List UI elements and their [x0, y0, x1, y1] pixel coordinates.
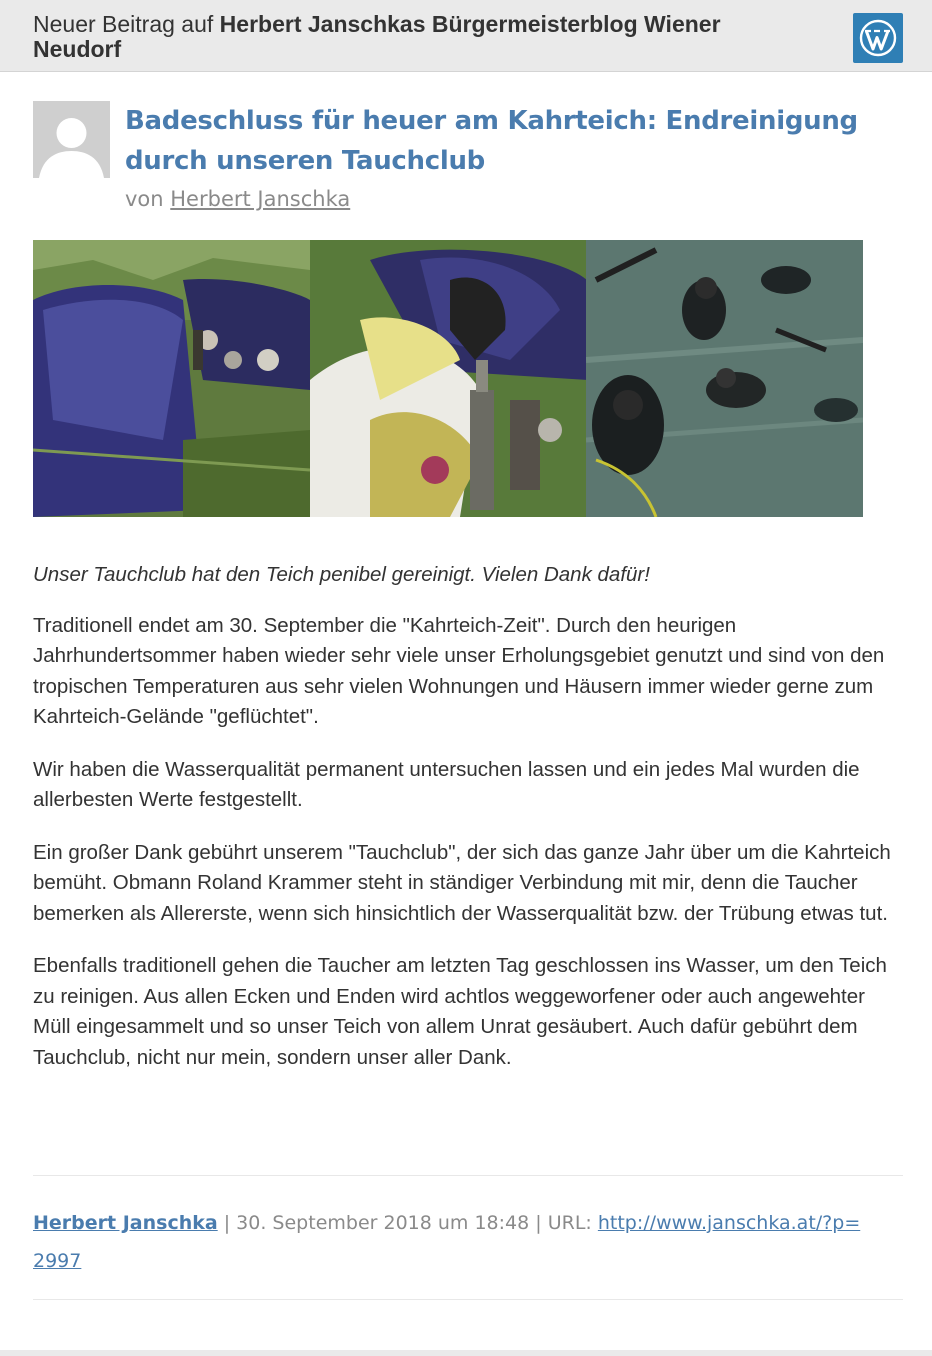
notification-header — [0, 0, 932, 72]
post-title[interactable]: Badeschluss für heuer am Kahrteich: Endreinigung durch unseren Tauchclub — [125, 106, 858, 176]
post-meta — [33, 1204, 863, 1280]
divider — [33, 1299, 903, 1300]
paragraph: Ebenfalls traditionell gehen die Taucher am letzten Tag geschlossen ins Wasser, um den Teich zu reinigen. Aus allen Ecken und Enden wird achtlos weggeworfener oder auch angewehter Müll eingesammelt und so unser Teich von allem Unrat gesäubert. Auch dafür gebührt dem Tauchclub, nicht nur mein, sondern unser aller Dank. — [33, 954, 887, 1069]
url-label: URL: — [547, 1212, 598, 1234]
post-date: 30. September 2018 um 18:48 — [236, 1212, 530, 1234]
meta-separator: | — [529, 1212, 548, 1234]
byline — [125, 184, 350, 214]
blog-name[interactable]: Herbert Janschkas Bürgermeisterblog Wiener Neudorf — [33, 11, 721, 62]
paragraph: Traditionell endet am 30. September die "Kahrteich-Zeit". Durch den heurigen Jahrhundertsommer haben wieder sehr viele unser Erholungsgebiet genutzt und sind von den tropischen Temperaturen aus sehr vielen Wohnungen und Häusern immer wieder gerne zum Kahrteich-Gelände "geflüchtet". — [33, 613, 885, 728]
post-url-link[interactable]: http://www.janschka.at/?p=2997 — [33, 1212, 861, 1272]
wordpress-logo-glyph — [859, 19, 897, 57]
garbage-bags-photo[interactable] — [33, 240, 310, 517]
paragraph: Wir haben die Wasserqualität permanent untersuchen lassen und ein jedes Mal wurden die allerbesten Werte festgestellt. — [33, 757, 860, 811]
paragraph: Ein großer Dank gebührt unserem "Tauchclub", der sich das ganze Jahr über um die Kahrteich bemüht. Obmann Roland Krammer steht in ständiger Verbindung mit mir, denn die Taucher bemerken als Allererste, wenn sich hinsichtlich der Wasserqualität bzw. der Trübung etwas tut. — [33, 840, 891, 925]
header-prefix: Neuer Beitrag auf — [33, 11, 220, 37]
lead-text: Unser Tauchclub hat den Teich penibel gereinigt. Vielen Dank dafür! — [33, 563, 650, 586]
avatar — [33, 101, 110, 178]
header-text — [33, 12, 813, 62]
divers-photo[interactable] — [586, 240, 863, 517]
photo-gallery — [33, 240, 863, 517]
footer-author-link[interactable]: Herbert Janschka — [33, 1212, 218, 1234]
bottom-band — [0, 1350, 932, 1356]
post-content — [33, 560, 903, 1095]
byline-prefix: von — [125, 187, 171, 211]
author-link[interactable]: Herbert Janschka — [170, 187, 351, 211]
divider — [33, 1175, 903, 1176]
wordpress-icon[interactable] — [853, 13, 903, 63]
meta-separator: | — [217, 1212, 237, 1234]
default-user-icon — [33, 101, 110, 178]
bottles-photo[interactable] — [310, 240, 587, 517]
